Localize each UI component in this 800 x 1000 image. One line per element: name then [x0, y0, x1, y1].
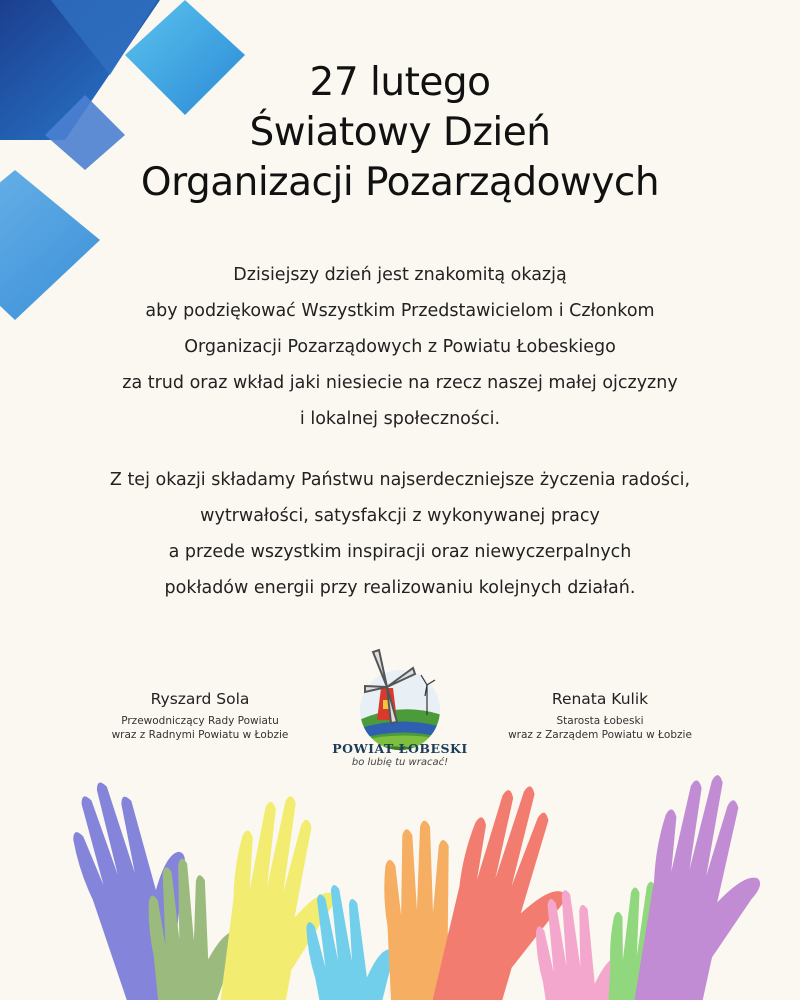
paragraph-line: pokładów energii przy realizowaniu kolejnych działań.: [164, 578, 636, 598]
paragraph-line: i lokalnej społeczności.: [299, 409, 501, 429]
signer-name: Renata Kulik: [551, 690, 649, 708]
paragraph-line: Z tej okazji składamy Państwu najserdeczniejsze życzenia radości,: [109, 470, 691, 490]
hand-purple: [621, 770, 777, 1000]
signer-role: wraz z Zarządem Powiatu w Łobzie: [508, 729, 692, 741]
title-date: 27 lutego: [309, 60, 491, 105]
colorful-hands-illustration: [0, 770, 800, 1000]
paragraph-line: a przede wszystkim inspiracji oraz niewyczerpalnych: [168, 542, 632, 562]
logo-tagline: bo lubię tu wracać!: [351, 757, 449, 768]
signer-role: Starosta Łobeski: [556, 715, 644, 727]
signature-right: [470, 690, 730, 742]
paragraph-line: Organizacji Pozarządowych z Powiatu Łobeskiego: [184, 337, 616, 357]
paragraph-line: aby podziękować Wszystkim Przedstawicielom i Członkom: [145, 301, 655, 321]
logo-title: POWIAT ŁOBESKI: [332, 741, 468, 756]
paragraph-line: za trud oraz wkład jaki niesiecie na rzecz naszej małej ojczyzny: [122, 373, 678, 393]
title-line-3: Organizacji Pozarządowych: [140, 160, 660, 205]
paragraph-line: Dzisiejszy dzień jest znakomitą okazją: [233, 265, 567, 285]
signer-role: wraz z Radnymi Powiatu w Łobzie: [111, 729, 289, 741]
paragraph-line: wytrwałości, satysfakcji z wykonywanej pracy: [200, 506, 600, 526]
signer-role: Przewodniczący Rady Powiatu: [121, 715, 279, 727]
title-line-2: Światowy Dzień: [249, 110, 551, 155]
signature-left: [70, 690, 330, 742]
greeting-paragraph-1: [0, 257, 800, 437]
page-title: [0, 58, 800, 208]
signer-name: Ryszard Sola: [150, 690, 250, 708]
greeting-paragraph-2: [0, 462, 800, 606]
